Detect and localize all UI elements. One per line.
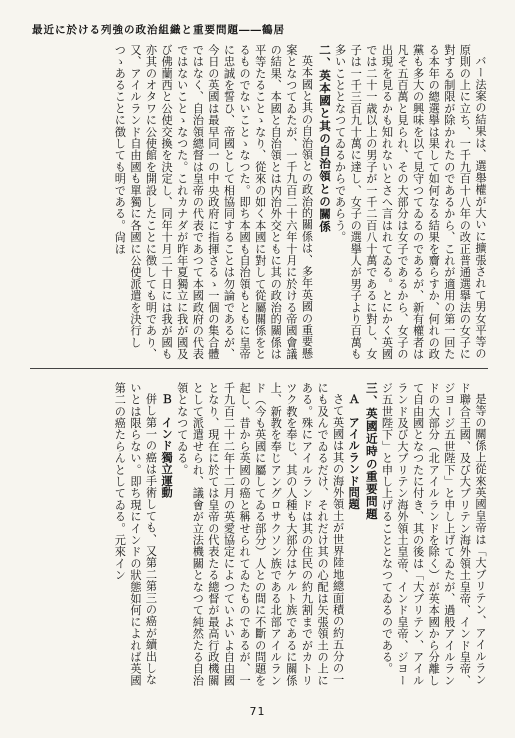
section-divider [30,368,488,369]
paragraph-royal-title: 是等の關係上從來英國皇帝は「大ブリテン、アイルランド聯合王國、及び大ブリテン海外領土皇帝、インド皇帝、ジヨージ五世陛下」と申し上げてゐたが、過般アイルランドの大部分（北アイルランドを除く）が英本國から分離して自由國となつたに付き、其の後は「大ブリテン、アイルランド及び大ブリテン海外領土皇帝、インド皇帝、ジヨージ五世陛下」と申し上げることとなつてゐるのである。 [380,382,487,687]
paragraph-india: 併し第一の癌は手術しても、又第二第三の癌が續出しないとは限らない。即ち現にインドの狀態如何によれば英國第二の癌たらんとしてゐる。元來イン [113,382,158,687]
subheading-ireland: Ａ アイルランド問題 [347,393,362,511]
paragraph-ireland: さて英國は其の海外領土が世界陸地總面積の約五分の一にも及んでゐるだけ、それだけ其の心配は矢張領土の上にある。殊にアイルランドは其の住民の約九割までがカトリツク教を奉じ、其の人種も大部分はケルト族であるに關係上、新教を奉じアングロサクソン族である北部アイルランド（今も英國に屬してゐる部分）人との間に不斷の問題を起し、昔から英國の癌と稱せられてゐたものであるが、一千九百二十二年十二月の英愛協定によつていよいよ自由國となり、現在に於ては皇帝の代表たる總督が最高行政機關として派遣せられ、議會が立法機關となつて純然たる自治領となつてゐる。 [175,382,345,687]
page-number: 71 [249,705,266,718]
paragraph-dominion-relations: 英本國と其の自治領との政治的關係は、多年英國の重要懸案となつてゐたが、一千九百二十六年十月に於ける帝國會議の結果、本國と自治領とは内治外交ともに其の政治的關係は平等たることゝなり、從來の如く本國に對して從屬關係をとるものでないことゝなつた。即ち本國も自治領もともに皇帝に忠誠を誓ひ、帝國として相協同することは勿論であるが、今日の英國は最早同一の中央政府に指揮さるゝ一個の集合體ではなく、自治領總督は皇帝の代表であつて本國政府の代表ではないことゝなつた。これカナダが昨年夏獨立に我が國及び佛蘭西と公使交換を決定し、同年十月二十日には我が國も亦其のオタワに公使館を開設したことに徴しても明であり、又、アイルランド自由國も單獨に各國に公使派遣を決行しつゝあることに徴しても明である。尙ほ [113,44,314,360]
section-heading-recent-issues: 三、英國近時の重要問題 [364,382,379,521]
bottom-text-block [30,382,488,687]
section-heading-dominions: 二、英本國と其の自治領との關係 [318,44,333,233]
subheading-india: Ｂ インド獨立運動 [160,393,175,499]
running-header: 最近に於ける列強の政治組織と重要問題――鶴居 [32,24,285,36]
top-text-block [30,44,488,360]
paragraph-representation-bill: バー法案の結果は、選舉權が大いに擴張されて男女平等の原則の上に立ち、一千九百十八年の改正普通選擧法の女子に對する制限が除かれたのであるから、これが適用の第一回たる本年の總選擧は果して如何なる結果を齎らすか、何れの政黨も多大の興味を以て見守つてゐるのであるが、新有權者は凡そ五百萬と見られ、その大部分は女子であるから、女子の出現を見るかも知れないとさへ言はれてゐる。とにかく英國では二十一歳以上の男子が一千二百八十萬であるに對し、女子は一千三百九十萬に達し、女子の選擧人が男子より百萬も多いこととなつてゐるからであらう。 [333,44,487,360]
